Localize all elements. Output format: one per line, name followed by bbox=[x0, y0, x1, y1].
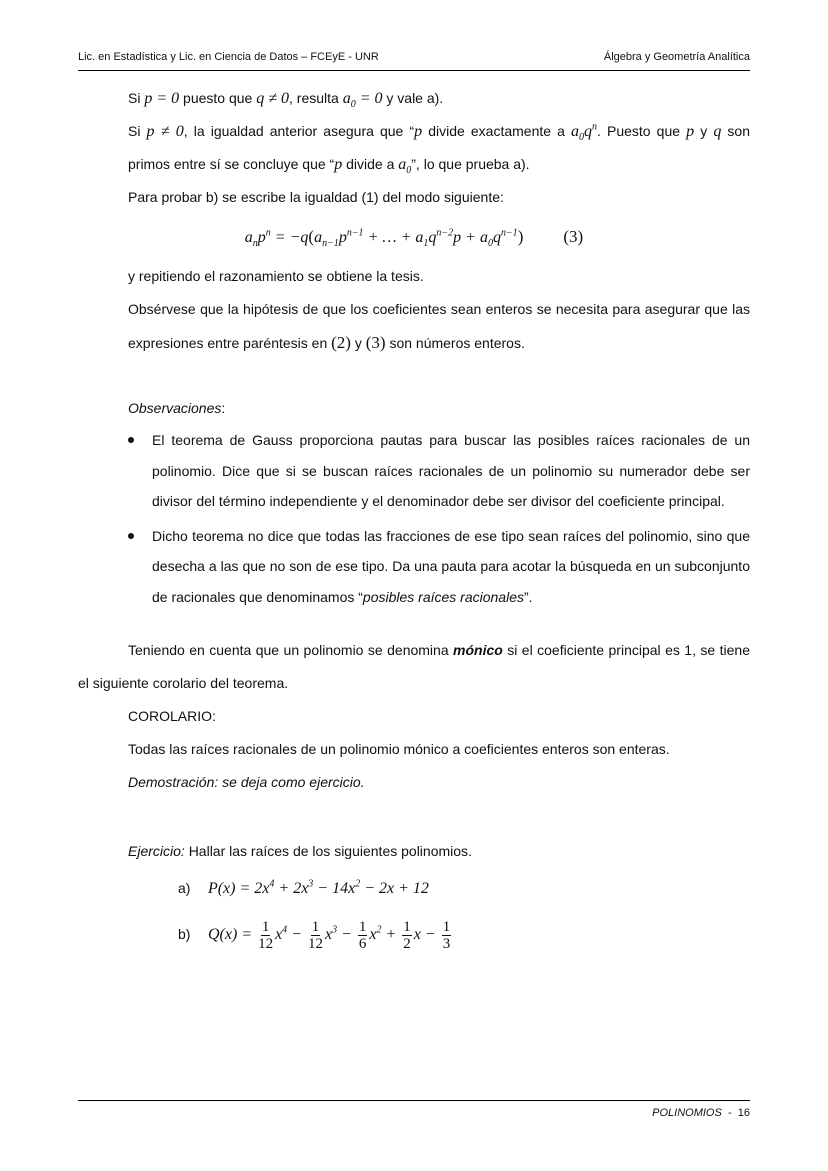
paragraph-p-zero: Si p = 0 puesto que q ≠ 0, resulta $a_0 = 0$ y vale a). bbox=[128, 90, 444, 111]
page-number: 16 bbox=[737, 1107, 750, 1119]
math-a0-eq-0: $a_0 = 0$ bbox=[342, 90, 383, 111]
exercise-a: a) $P(x) = 2x^4 + 2x^3 - 14x^2 - 2x + 12$ bbox=[178, 878, 429, 897]
page-header bbox=[78, 46, 750, 71]
equation-3: $a_np^n = -q(a_{n-1}p^{n-1}$ + … + $a_1q^{n-2}p + a_0q^{n-1}$) (3) bbox=[244, 227, 584, 250]
footer-section: POLINOMIOS bbox=[652, 1107, 722, 1119]
equation-number: (3) bbox=[563, 227, 584, 246]
polynomial-q: Q(x) = $\frac{1}{12}$ $x^4$ − $\frac{1}{12}$ $x^3$ − $\frac{1}{6}$ $x^2$ + $\frac{1}{2}$ x − $\frac{1}{3}$ bbox=[207, 918, 451, 952]
corolario-title: COROLARIO: bbox=[128, 708, 216, 724]
math-q-neq-0: q ≠ 0 bbox=[256, 90, 289, 107]
header-course: Lic. en Estadística y Lic. en Ciencia de Datos – FCEyE - UNR bbox=[78, 51, 379, 63]
observaciones-heading: Observaciones: bbox=[128, 400, 226, 416]
paragraph-tesis: y repitiendo el razonamiento se obtiene la tesis. bbox=[128, 268, 424, 284]
paragraph-observe: Obsérvese que la hipótesis de que los coeficientes sean enteros se necesita para asegurar que las expresiones entre paréntesis en (2) y (3) son números enteros. bbox=[128, 301, 750, 352]
paragraph-intro-b: Para probar b) se escribe la igualdad (1) del modo siguiente: bbox=[128, 189, 504, 205]
paragraph-p-nonzero: Si p ≠ 0, la igualdad anterior asegura que “p divide exactamente a $a_0q^n$. Puesto que p y q son primos entre sí se concluye que “p divide a $a_0$”, lo que prueba a). bbox=[128, 121, 750, 177]
polynomial-p: $P(x) = 2x^4 + 2x^3 - 14x^2 - 2x + 12$ bbox=[207, 878, 429, 897]
ejercicio-statement: Ejercicio: Hallar las raíces de los siguientes polinomios. bbox=[128, 843, 472, 859]
observaciones-list bbox=[78, 425, 750, 612]
page-content bbox=[78, 82, 750, 960]
exercise-b: b) Q(x) = $\frac{1}{12}$ $x^4$ − $\frac{1}{12}$ $x^3$ − $\frac{1}{6}$ $x^2$ + $\frac{1}{2}$ x − $\frac{1}{3}$ bbox=[78, 908, 750, 960]
math-p-eq-0: p = 0 bbox=[144, 90, 180, 107]
demostracion: Demostración: se deja como ejercicio. bbox=[128, 774, 365, 790]
math-p-neq-0: p ≠ 0 bbox=[146, 123, 184, 140]
list-item: El teorema de Gauss proporciona pautas para buscar las posibles raíces racionales de un polinomio. Dice que si se buscan raíces racionales de un polinomio su numerador debe ser divisor del término independiente y el denominador debe ser divisor del coeficiente principal. bbox=[152, 425, 750, 517]
page-footer: POLINOMIOS - 16 bbox=[78, 1100, 750, 1119]
header-subject: Álgebra y Geometría Analítica bbox=[603, 51, 750, 63]
list-item: Dicho teorema no dice que todas las fracciones de ese tipo sean raíces del polinomio, sino que desecha a las que no son de ese tipo. Da una pauta para acotar la búsqueda en un subconjunto de racionales que denominamos “posibles raíces racionales”. bbox=[152, 521, 750, 613]
paragraph-monico: Teniendo en cuenta que un polinomio se denomina mónico si el coeficiente principal es 1, se tiene el siguiente corolario del teorema. bbox=[78, 642, 750, 691]
math-a0-qn: $a_0q^n$ bbox=[571, 121, 598, 144]
corolario-text: Todas las raíces racionales de un polinomio mónico a coeficientes enteros son enteras. bbox=[128, 741, 670, 757]
